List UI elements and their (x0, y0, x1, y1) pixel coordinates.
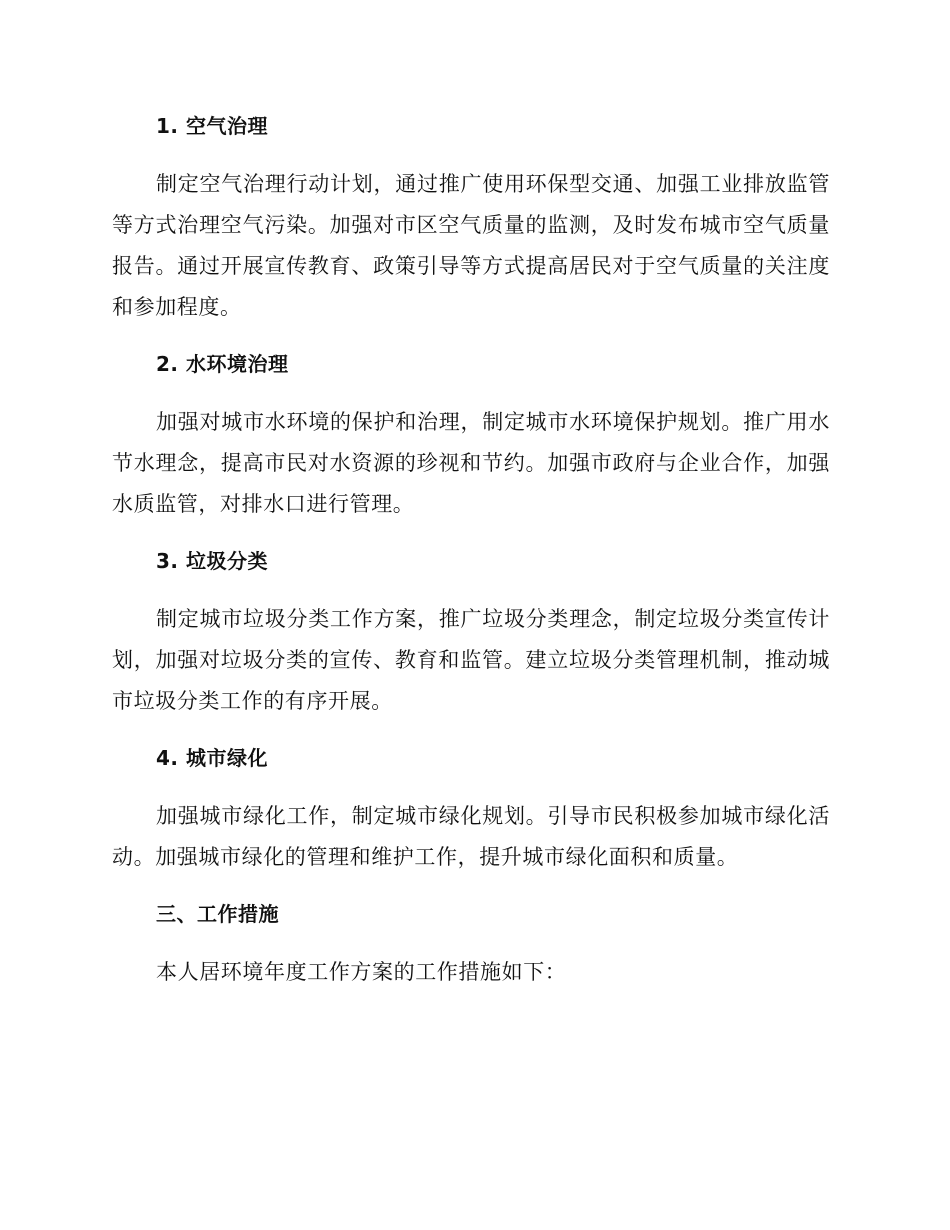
section-paragraph-air: 制定空气治理行动计划，通过推广使用环保型交通、加强工业排放监管等方式治理空气污染。加强对市区空气质量的监测，及时发布城市空气质量报告。通过开展宣传教育、政策引导等方式提高居民对于空气质量的关注度和参加程度。 (112, 172, 830, 319)
section-paragraph-greening: 加强城市绿化工作，制定城市绿化规划。引导市民积极参加城市绿化活动。加强城市绿化的管理和维护工作，提升城市绿化面积和质量。 (112, 804, 830, 869)
section-paragraph-water: 加强对城市水环境的保护和治理，制定城市水环境保护规划。推广用水节水理念，提高市民对水资源的珍视和节约。加强市政府与企业合作，加强水质监管，对排水口进行管理。 (112, 410, 830, 516)
section-heading-garbage: 3. 垃圾分类 (156, 549, 268, 573)
section-heading-water: 2. 水环境治理 (156, 352, 289, 376)
section-paragraph-measures: 本人居环境年度工作方案的工作措施如下： (156, 960, 567, 984)
section-paragraph-garbage: 制定城市垃圾分类工作方案，推广垃圾分类理念，制定垃圾分类宣传计划，加强对垃圾分类的宣传、教育和监管。建立垃圾分类管理机制，推动城市垃圾分类工作的有序开展。 (112, 607, 830, 713)
section-heading-measures: 三、工作措施 (156, 902, 279, 926)
section-heading-air: 1. 空气治理 (156, 114, 268, 138)
section-heading-greening: 4. 城市绿化 (156, 746, 268, 770)
